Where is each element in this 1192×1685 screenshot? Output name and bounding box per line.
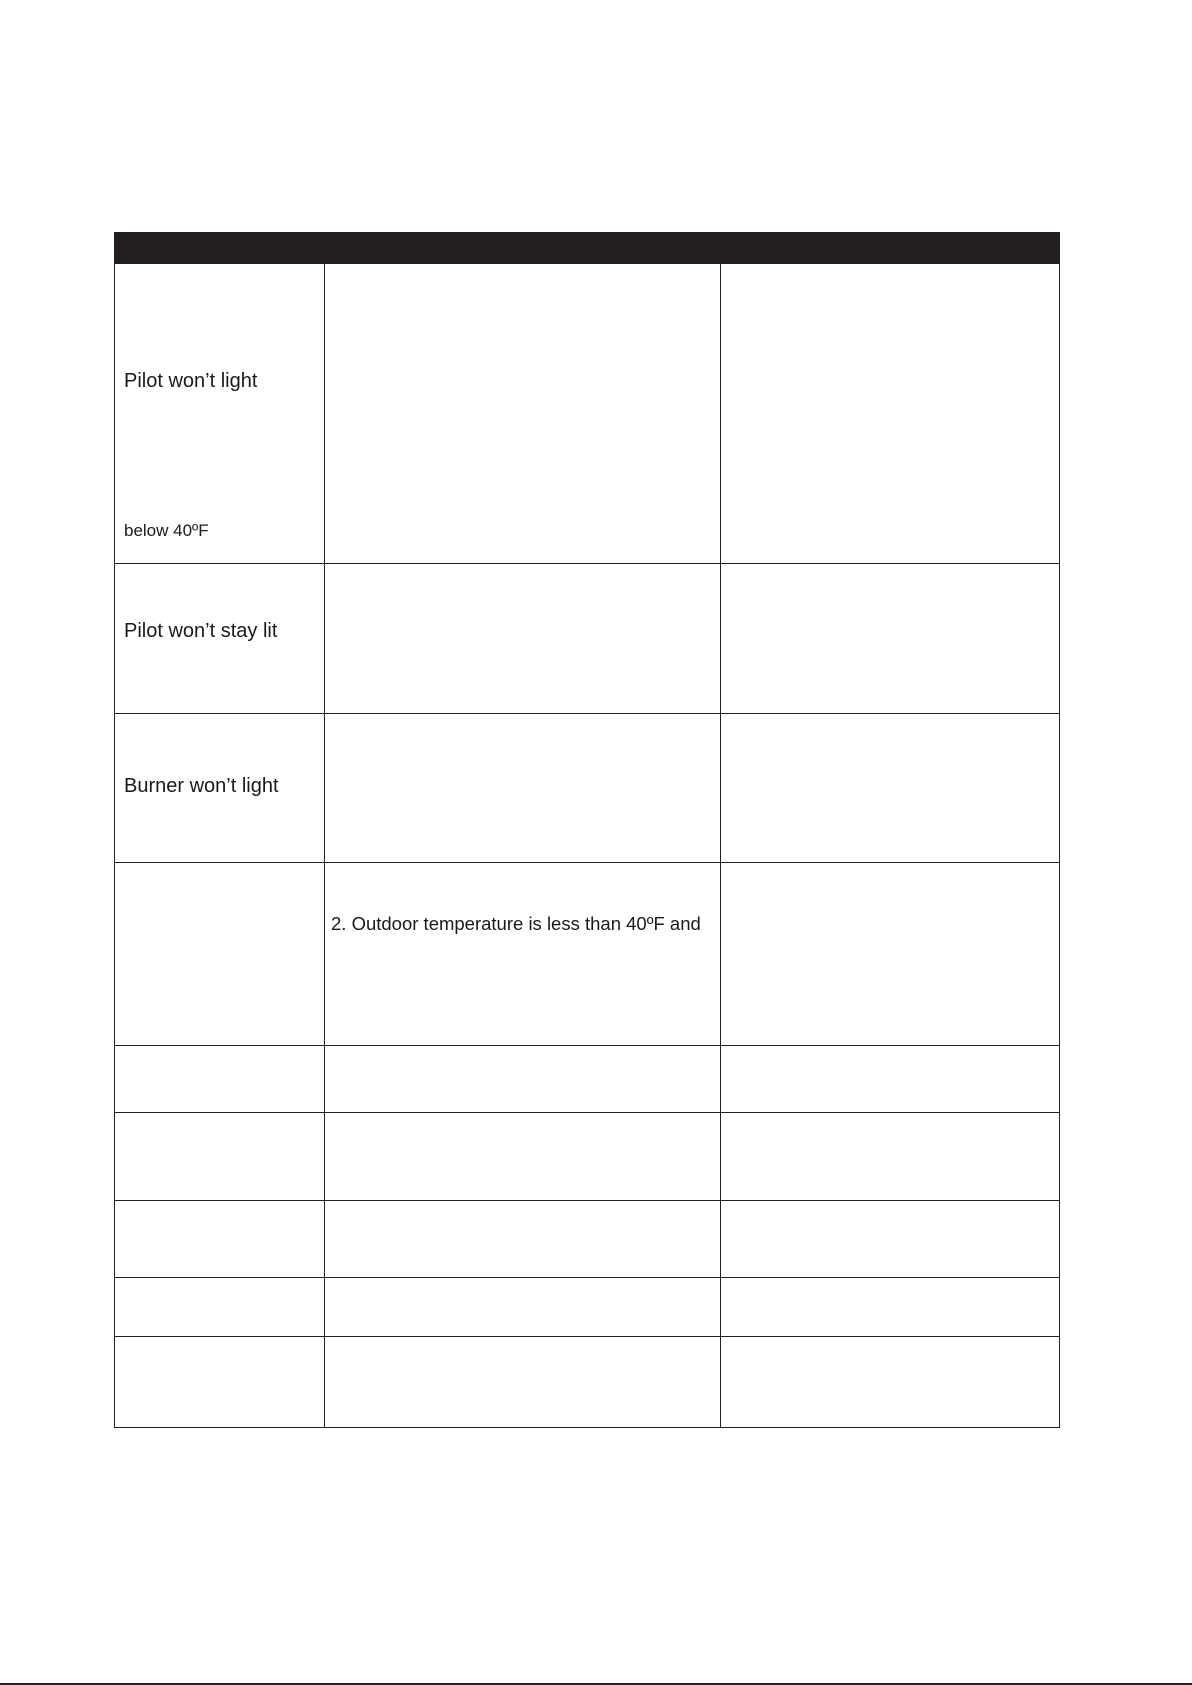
problem-text: Burner won’t light	[124, 775, 279, 797]
cause-cell	[325, 1278, 721, 1337]
header-remedy	[721, 233, 1060, 264]
cause-cell	[325, 1201, 721, 1278]
cause-cell	[325, 564, 721, 714]
cause-cell	[325, 863, 721, 1046]
troubleshooting-table	[114, 232, 1060, 1428]
cause-cell	[325, 1046, 721, 1113]
problem-cell	[115, 1201, 325, 1278]
table-row	[115, 863, 1060, 1046]
remedy-cell	[721, 1113, 1060, 1201]
remedy-cell	[721, 264, 1060, 564]
remedy-cell	[721, 863, 1060, 1046]
cause-cell	[325, 714, 721, 863]
table-row	[115, 1113, 1060, 1201]
table-row	[115, 1278, 1060, 1337]
cause-cell	[325, 1337, 721, 1428]
table-row	[115, 714, 1060, 863]
problem-note: below 40ºF	[124, 521, 209, 540]
remedy-cell	[721, 564, 1060, 714]
table-row	[115, 1201, 1060, 1278]
header-cause	[325, 233, 721, 264]
problem-cell	[115, 1113, 325, 1201]
problem-cell	[115, 1337, 325, 1428]
problem-cell	[115, 1278, 325, 1337]
problem-cell	[115, 564, 325, 714]
cause-cell	[325, 264, 721, 564]
problem-text: Pilot won’t light	[124, 370, 258, 392]
table-row	[115, 1046, 1060, 1113]
remedy-cell	[721, 714, 1060, 863]
problem-cell	[115, 714, 325, 863]
remedy-cell	[721, 1278, 1060, 1337]
problem-cell	[115, 264, 325, 564]
problem-cell	[115, 863, 325, 1046]
table-row	[115, 1337, 1060, 1428]
table-row	[115, 264, 1060, 564]
table-header-row	[115, 233, 1060, 264]
table-row	[115, 564, 1060, 714]
cause-text: 2. Outdoor temperature is less than 40ºF and	[331, 913, 701, 934]
problem-text: Pilot won’t stay lit	[124, 620, 278, 642]
remedy-cell	[721, 1046, 1060, 1113]
cause-cell	[325, 1113, 721, 1201]
problem-cell	[115, 1046, 325, 1113]
header-problem	[115, 233, 325, 264]
remedy-cell	[721, 1337, 1060, 1428]
remedy-cell	[721, 1201, 1060, 1278]
